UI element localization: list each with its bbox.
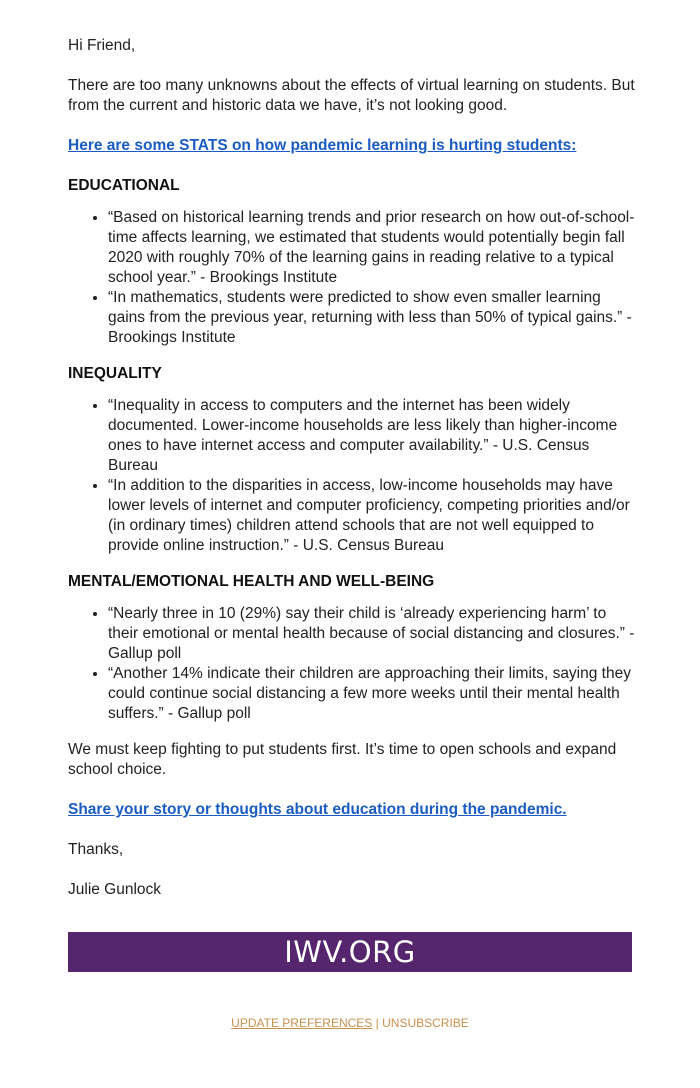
thanks-text: Thanks, (68, 841, 124, 858)
closing-paragraph: We must keep fighting to put students first. It’s time to open schools and expand school choice. (68, 741, 617, 778)
unsubscribe-link[interactable]: UNSUBSCRIBE (382, 1016, 469, 1030)
intro-paragraph: There are too many unknowns about the effects of virtual learning on students. But from the current and historic data we have, it’s not looking good. (68, 77, 635, 114)
list-item: • “In mathematics, students were predicted to show even smaller learning gains from the previous year, returning with less than 50% of typical gains.” - Brookings Institute (108, 288, 638, 348)
stats-link[interactable]: Here are some STATS on how pandemic learning is hurting students: (68, 137, 577, 154)
banner-logo-text: IWV.ORG (284, 935, 416, 969)
list-item: • “In addition to the disparities in access, low-income households may have lower levels of internet and computer proficiency, competing priorities and/or (in ordinary times) children attend schools that are not well equipped to provide online instruction.” - U.S. Census Bureau (108, 476, 638, 556)
section-heading-educational: EDUCATIONAL (68, 177, 180, 194)
list-item: • “Based on historical learning trends and prior research on how out-of-school-time affects learning, we estimated that students would potentially begin fall 2020 with roughly 70% of the learning gains in reading relative to a typical school year.” - Brookings Institute (108, 208, 638, 288)
share-story-link[interactable]: Share your story or thoughts about education during the pandemic. (68, 801, 567, 818)
footer-separator: | (375, 1016, 379, 1030)
section-heading-mental-health: MENTAL/EMOTIONAL HEALTH AND WELL-BEING (68, 573, 435, 590)
footer (0, 1016, 700, 1030)
mental-health-list (68, 604, 638, 724)
iwv-banner[interactable] (68, 932, 632, 972)
signature: Julie Gunlock (68, 881, 162, 898)
section-heading-inequality: INEQUALITY (68, 365, 162, 382)
list-item: • “Inequality in access to computers and the internet has been widely documented. Lower-income households are less likely than higher-income ones to have internet access and computer availability.” - U.S. Census Bureau (108, 396, 638, 476)
greeting: Hi Friend, (68, 37, 136, 54)
list-item: • “Nearly three in 10 (29%) say their child is ‘already experiencing harm’ to their emotional or mental health because of social distancing and closures.” - Gallup poll (108, 604, 638, 664)
educational-list (68, 208, 638, 348)
list-item: • “Another 14% indicate their children are approaching their limits, saying they could continue social distancing a few more weeks until their mental health suffers.” - Gallup poll (108, 664, 638, 724)
email-body (68, 36, 638, 920)
update-preferences-link[interactable]: UPDATE PREFERENCES (231, 1016, 373, 1030)
inequality-list (68, 396, 638, 556)
